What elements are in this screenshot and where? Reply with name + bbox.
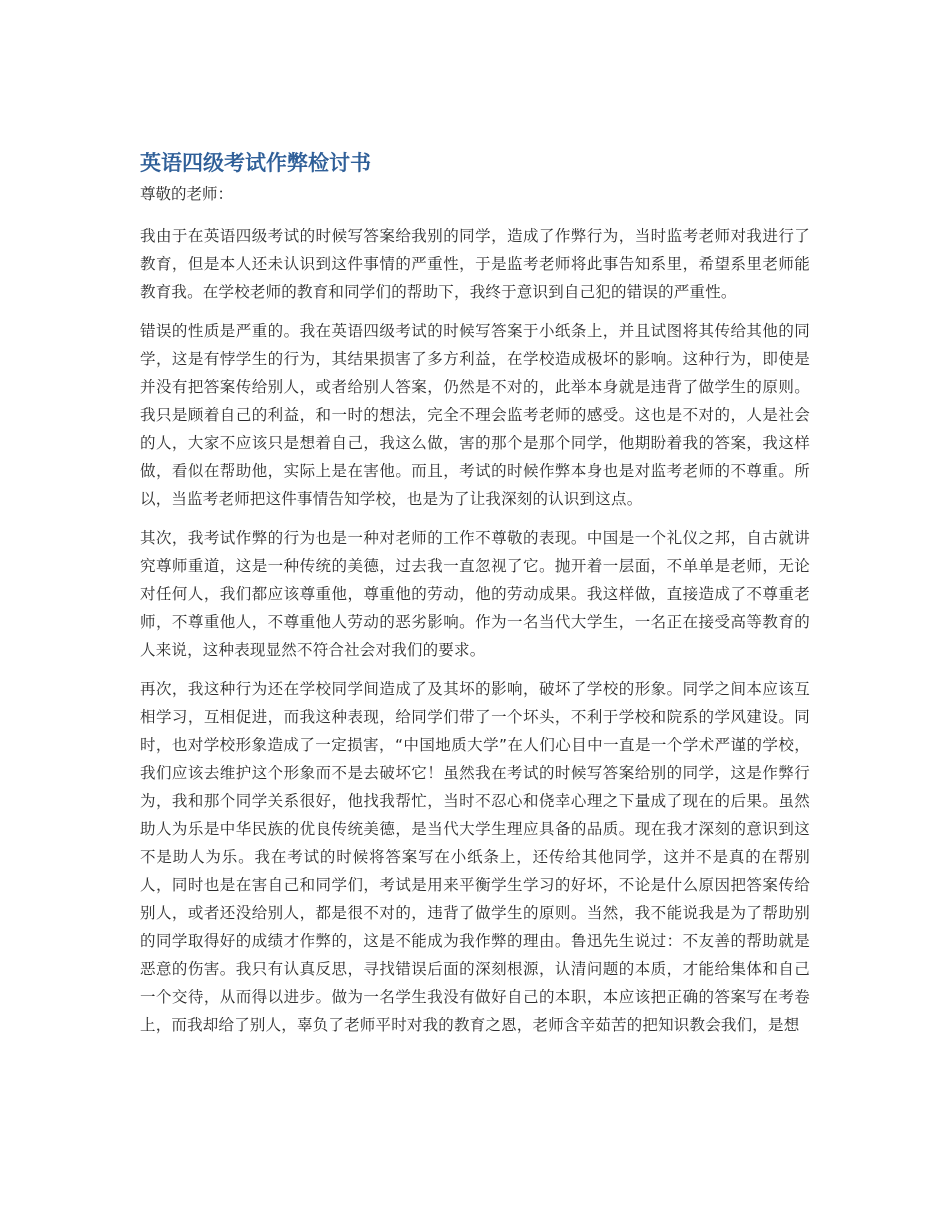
document-title: 英语四级考试作弊检讨书 bbox=[140, 151, 371, 175]
document-page bbox=[140, 148, 810, 1050]
paragraph-4: 再次，我这种行为还在学校同学间造成了及其坏的影响，破坏了学校的形象。同学之间本应该互相学习，互相促进，而我这种表现，给同学们带了一个坏头，不利于学校和院系的学风建设。同时，也对学校形象造成了一定损害，“中国地质大学”在人们心目中一直是一个学术严谨的学校，我们应该去维护这个形象而不是去破坏它！虽然我在考试的时候写答案给别的同学，这是作弊行为，我和那个同学关系很好，他找我帮忙，当时不忍心和侥幸心理之下量成了现在的后果。虽然助人为乐是中华民族的优良传统美德，是当代大学生理应具备的品质。现在我才深刻的意识到这不是助人为乐。我在考试的时候将答案写在小纸条上，还传给其他同学，这并不是真的在帮别人，同时也是在害自己和同学们，考试是用来平衡学生学习的好坏，不论是什么原因把答案传给别人，或者还没给别人，都是很不对的，违背了做学生的原则。当然，我不能说我是为了帮助别的同学取得好的成绩才作弊的，这是不能成为我作弊的理由。鲁迅先生说过：不友善的帮助就是恶意的伤害。我只有认真反思，寻找错误后面的深刻根源，认清问题的本质，才能给集体和自己一个交待，从而得以进步。做为一名学生我没有做好自己的本职，本应该把正确的答案写在考卷上，而我却给了别人，辜负了老师平时对我的教育之恩，老师含辛茹苦的把知识教会我们，是想 bbox=[140, 680, 810, 1034]
paragraph-1: 我由于在英语四级考试的时候写答案给我别的同学，造成了作弊行为，当时监考老师对我进行了教育，但是本人还未认识到这件事情的严重性，于是监考老师将此事告知系里，希望系里老师能教育我。在学校老师的教育和同学们的帮助下，我终于意识到自己犯的错误的严重性。 bbox=[140, 227, 810, 301]
paragraph-2: 错误的性质是严重的。我在英语四级考试的时候写答案于小纸条上，并且试图将其传给其他的同学，这是有悖学生的行为，其结果损害了多方利益，在学校造成极坏的影响。这种行为，即使是并没有把答案传给别人，或者给别人答案，仍然是不对的，此举本身就是违背了做学生的原则。我只是顾着自己的利益，和一时的想法，完全不理会监考老师的感受。这也是不对的，人是社会的人，大家不应该只是想着自己，我这么做，害的那个是那个同学，他期盼着我的答案，我这样做，看似在帮助他，实际上是在害他。而且，考试的时候作弊本身也是对监考老师的不尊重。所以，当监考老师把这件事情告知学校，也是为了让我深刻的认识到这点。 bbox=[140, 322, 810, 508]
greeting: 尊敬的老师： bbox=[140, 185, 234, 203]
paragraph-3: 其次，我考试作弊的行为也是一种对老师的工作不尊敬的表现。中国是一个礼仪之邦，自古就讲究尊师重道，这是一种传统的美德，过去我一直忽视了它。抛开着一层面，不单单是老师，无论对任何人，我们都应该尊重他，尊重他的劳动，他的劳动成果。我这样做，直接造成了不尊重老师，不尊重他人，不尊重他人劳动的恶劣影响。作为一名当代大学生，一名正在接受高等教育的人来说，这种表现显然不符合社会对我们的要求。 bbox=[140, 529, 810, 659]
